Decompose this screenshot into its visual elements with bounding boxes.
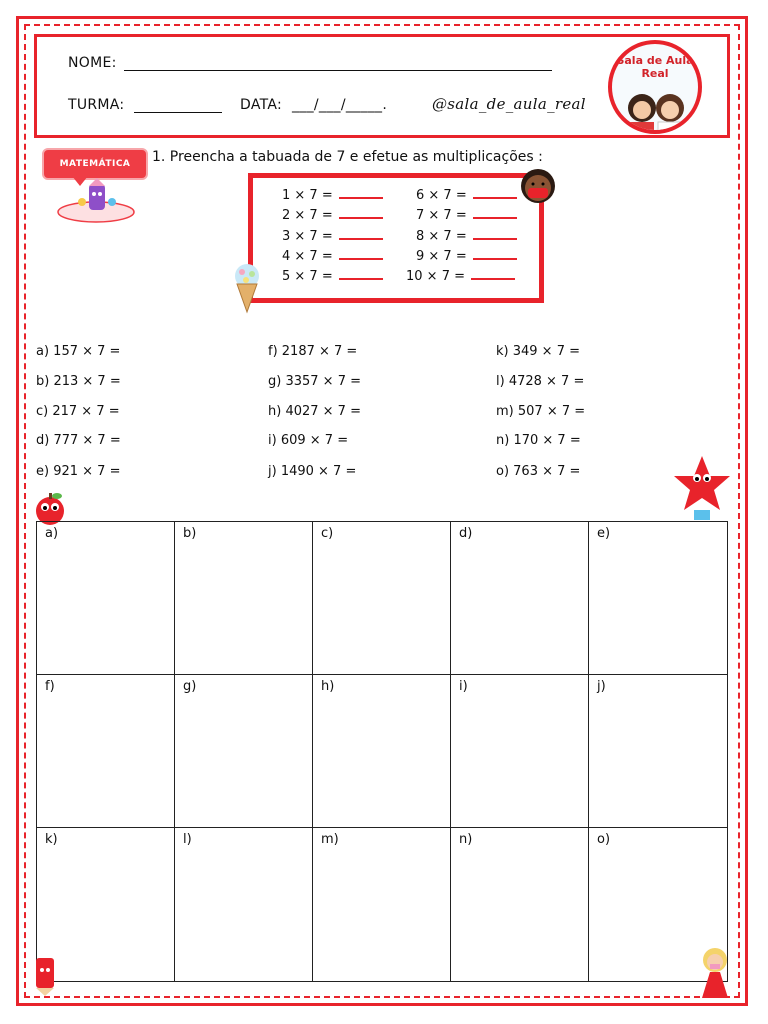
operation-item: b) 213 × 7 = xyxy=(36,374,121,389)
tabuada-row: 7 × 7 = xyxy=(416,207,517,223)
cell-label: n) xyxy=(459,832,473,847)
answer-cell[interactable] xyxy=(589,675,727,828)
answer-blank[interactable] xyxy=(473,248,517,260)
answer-blank[interactable] xyxy=(339,207,383,219)
cell-label: g) xyxy=(183,679,197,694)
answer-blank[interactable] xyxy=(473,228,517,240)
operation-item: c) 217 × 7 = xyxy=(36,404,120,419)
operation-item: g) 3357 × 7 = xyxy=(268,374,361,389)
tabuada-row: 10 × 7 = xyxy=(406,268,515,284)
operation-item: d) 777 × 7 = xyxy=(36,433,121,448)
cell-label: c) xyxy=(321,526,334,541)
ice-cream-icon xyxy=(230,262,264,314)
answer-blank[interactable] xyxy=(339,268,383,280)
data-field[interactable]: ___/___/_____. xyxy=(292,97,388,113)
tabuada-row: 2 × 7 = xyxy=(282,207,383,223)
nome-label: NOME: xyxy=(68,55,117,71)
answer-cell[interactable] xyxy=(37,522,175,675)
operation-item: e) 921 × 7 = xyxy=(36,464,121,479)
answer-cell[interactable] xyxy=(37,675,175,828)
tabuada-row: 5 × 7 = xyxy=(282,268,383,284)
answer-cell[interactable] xyxy=(451,675,589,828)
operation-item: i) 609 × 7 = xyxy=(268,433,349,448)
kid-face-icon xyxy=(516,166,560,206)
teachers-illustration xyxy=(612,78,698,134)
cell-label: a) xyxy=(45,526,59,541)
tabuada-row: 8 × 7 = xyxy=(416,228,517,244)
answer-blank[interactable] xyxy=(473,187,517,199)
pencil-icon xyxy=(30,950,60,996)
answer-cell[interactable] xyxy=(451,522,589,675)
answer-cell[interactable] xyxy=(313,675,451,828)
tabuada-row: 1 × 7 = xyxy=(282,187,383,203)
operation-item: j) 1490 × 7 = xyxy=(268,464,357,479)
cell-label: l) xyxy=(183,832,192,847)
answer-cell[interactable] xyxy=(313,522,451,675)
answer-blank[interactable] xyxy=(339,187,383,199)
turma-field[interactable] xyxy=(134,112,222,113)
cell-label: i) xyxy=(459,679,468,694)
turma-label: TURMA: xyxy=(68,97,125,113)
operation-item: m) 507 × 7 = xyxy=(496,404,586,419)
cell-label: j) xyxy=(597,679,606,694)
data-label: DATA: xyxy=(240,97,283,113)
instagram-handle: @sala_de_aula_real xyxy=(432,95,586,113)
question-title: 1. Preencha a tabuada de 7 e efetue as multiplicações : xyxy=(152,149,543,165)
answer-blank[interactable] xyxy=(473,207,517,219)
tabuada-row: 3 × 7 = xyxy=(282,228,383,244)
answer-cell[interactable] xyxy=(451,828,589,981)
tabuada-row: 4 × 7 = xyxy=(282,248,383,264)
answer-cell[interactable] xyxy=(175,828,313,981)
operation-item: n) 170 × 7 = xyxy=(496,433,581,448)
mascot-icon xyxy=(56,178,136,226)
cell-label: e) xyxy=(597,526,611,541)
logo-text: Sala de Aula Real xyxy=(616,54,694,80)
girl-icon xyxy=(690,944,740,1002)
cell-label: o) xyxy=(597,832,611,847)
operation-item: f) 2187 × 7 = xyxy=(268,344,358,359)
star-icon xyxy=(672,454,732,522)
operation-item: l) 4728 × 7 = xyxy=(496,374,585,389)
answer-cell[interactable] xyxy=(175,522,313,675)
operation-item: o) 763 × 7 = xyxy=(496,464,581,479)
subject-tag: MATEMÁTICA xyxy=(42,148,148,180)
tabuada-row: 9 × 7 = xyxy=(416,248,517,264)
operation-item: k) 349 × 7 = xyxy=(496,344,580,359)
nome-field[interactable] xyxy=(124,70,552,71)
tabuada-row: 6 × 7 = xyxy=(416,187,517,203)
cell-label: d) xyxy=(459,526,473,541)
cell-label: k) xyxy=(45,832,58,847)
operation-item: a) 157 × 7 = xyxy=(36,344,121,359)
cell-label: b) xyxy=(183,526,197,541)
brand-logo xyxy=(608,40,702,134)
operation-item: h) 4027 × 7 = xyxy=(268,404,361,419)
answer-grid xyxy=(36,521,728,982)
cell-label: h) xyxy=(321,679,335,694)
answer-cell[interactable] xyxy=(589,522,727,675)
answer-blank[interactable] xyxy=(339,248,383,260)
answer-cell[interactable] xyxy=(313,828,451,981)
cell-label: m) xyxy=(321,832,339,847)
cell-label: f) xyxy=(45,679,55,694)
answer-cell[interactable] xyxy=(175,675,313,828)
answer-blank[interactable] xyxy=(471,268,515,280)
answer-blank[interactable] xyxy=(339,228,383,240)
